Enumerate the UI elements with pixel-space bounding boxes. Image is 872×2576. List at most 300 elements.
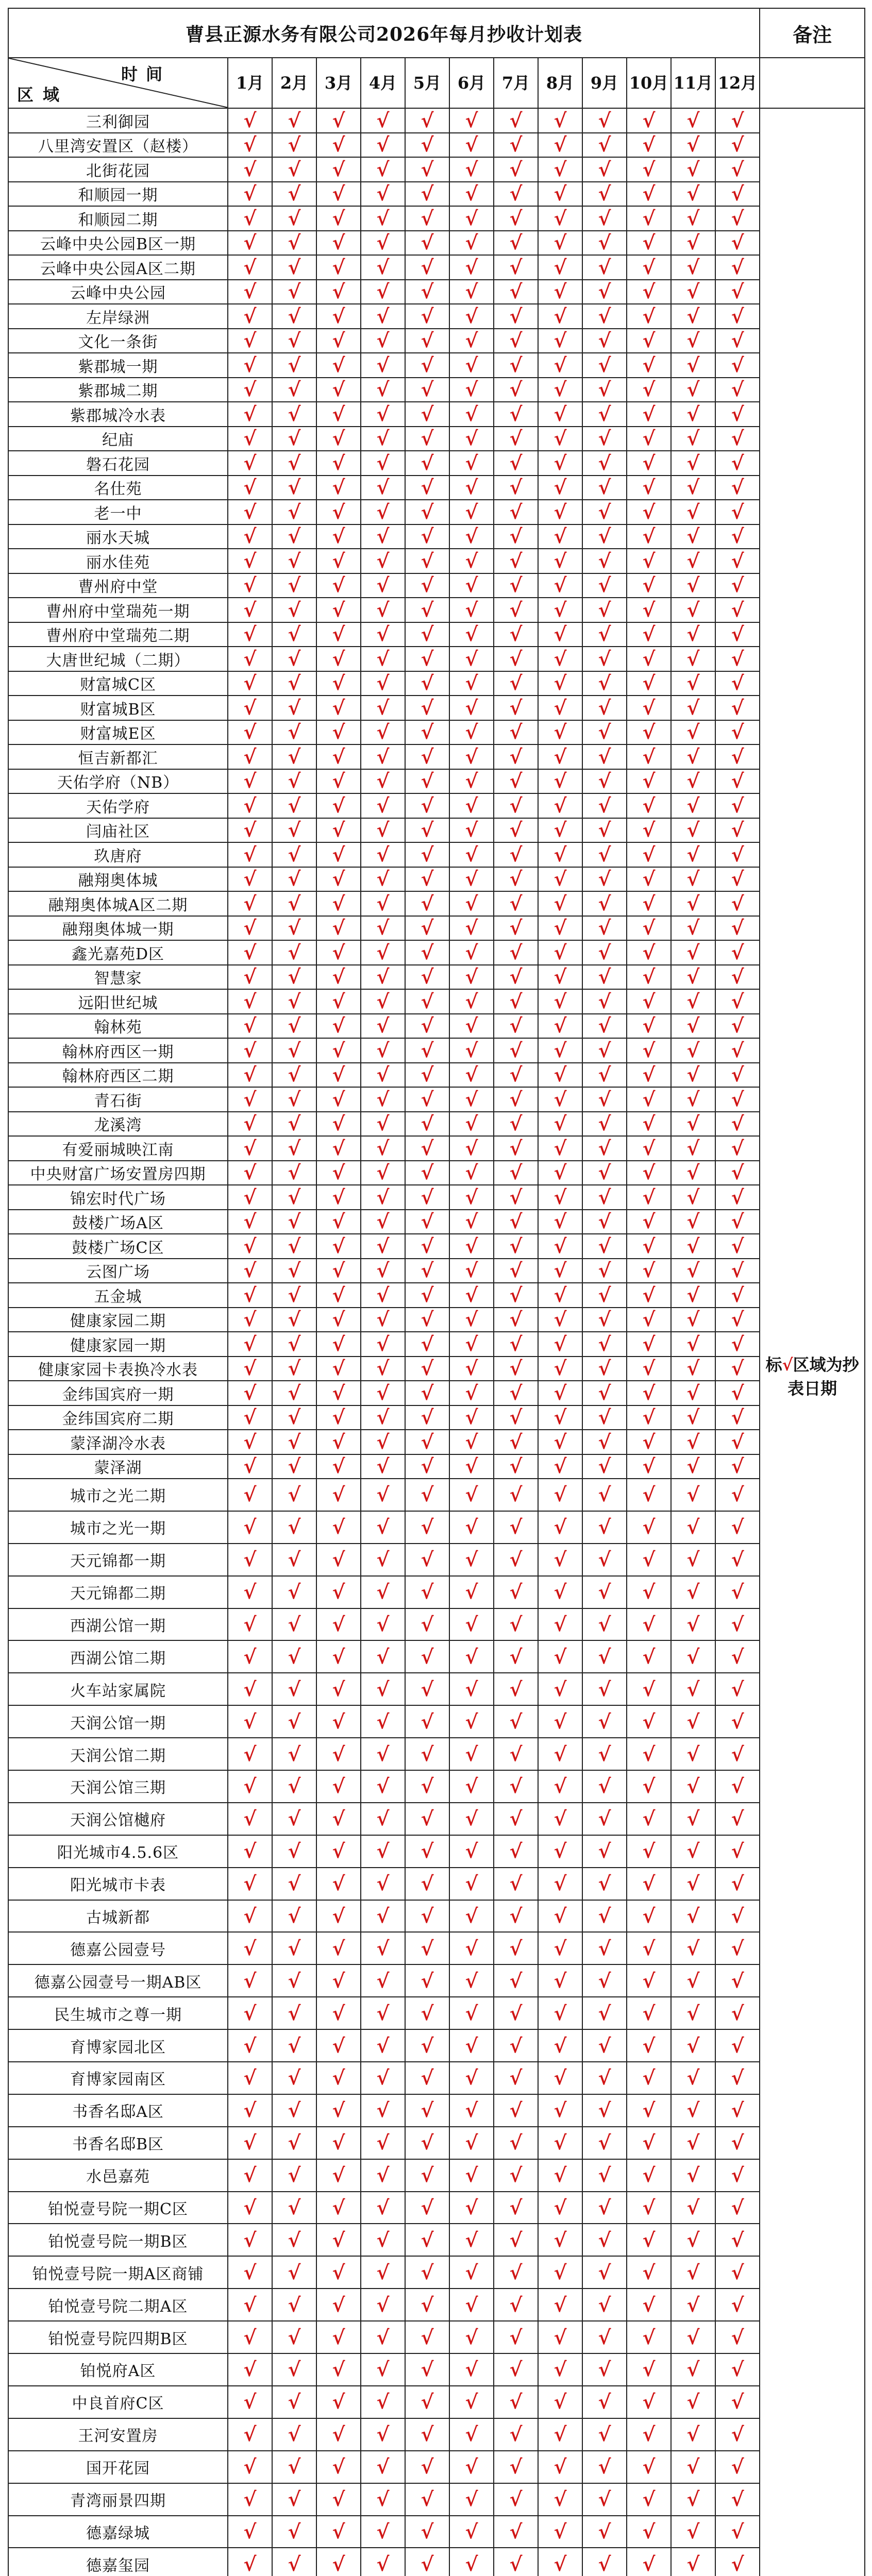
month-cell <box>627 280 671 304</box>
month-cell <box>627 647 671 671</box>
month-cell <box>538 427 582 451</box>
check-mark-icon: √ <box>332 1580 345 1604</box>
check-mark-icon: √ <box>642 1283 656 1307</box>
month-cell <box>361 524 405 549</box>
month-cell <box>228 1014 272 1039</box>
check-mark-icon: √ <box>376 2325 390 2349</box>
check-mark-icon: √ <box>421 500 434 523</box>
check-mark-icon: √ <box>332 671 345 695</box>
month-cell <box>316 671 361 696</box>
month-cell <box>405 1161 449 1185</box>
month-cell <box>316 1405 361 1430</box>
month-cell <box>228 1308 272 1332</box>
month-cell <box>272 255 316 280</box>
check-mark-icon: √ <box>421 427 434 450</box>
check-mark-icon: √ <box>465 2422 478 2446</box>
month-cell <box>316 2224 361 2256</box>
check-mark-icon: √ <box>598 2001 611 2025</box>
table-row <box>8 1234 865 1259</box>
month-cell <box>228 1112 272 1137</box>
check-mark-icon: √ <box>554 255 567 279</box>
check-mark-icon: √ <box>243 2487 257 2511</box>
month-cell <box>228 255 272 280</box>
month-cell <box>316 1063 361 1088</box>
month-cell <box>361 427 405 451</box>
month-cell <box>272 182 316 207</box>
check-mark-icon: √ <box>642 378 656 401</box>
check-mark-icon: √ <box>686 1087 700 1111</box>
month-cell <box>272 2094 316 2127</box>
month-cell <box>316 622 361 647</box>
month-cell <box>316 2386 361 2418</box>
month-cell <box>671 304 715 329</box>
month-cell <box>627 1576 671 1608</box>
check-mark-icon: √ <box>509 1645 523 1668</box>
check-mark-icon: √ <box>642 402 656 426</box>
check-mark-icon: √ <box>376 2001 390 2025</box>
month-cell <box>538 1544 582 1576</box>
check-mark-icon: √ <box>731 427 744 450</box>
table-row <box>8 1673 865 1705</box>
month-cell <box>228 1997 272 2029</box>
month-cell <box>405 1576 449 1608</box>
month-cell <box>494 769 538 794</box>
check-mark-icon: √ <box>421 1613 434 1636</box>
table-row <box>8 1259 865 1283</box>
month-cell <box>538 1803 582 1835</box>
month-cell <box>627 2127 671 2159</box>
check-mark-icon: √ <box>288 989 301 1013</box>
month-cell <box>449 1608 494 1641</box>
area-name: 铂悦壹号院一期A区商铺 <box>8 2256 228 2289</box>
month-cell <box>715 2159 760 2192</box>
plan-table <box>8 8 865 2576</box>
check-mark-icon: √ <box>554 1936 567 1960</box>
month-cell <box>449 989 494 1014</box>
month-cell <box>272 1161 316 1185</box>
check-mark-icon: √ <box>288 2163 301 2187</box>
check-mark-icon: √ <box>376 1259 390 1282</box>
month-cell <box>405 1835 449 1868</box>
month-cell <box>272 2192 316 2224</box>
table-row <box>8 2094 865 2127</box>
month-cell <box>316 2321 361 2353</box>
area-name: 天元锦都一期 <box>8 1544 228 1576</box>
check-mark-icon: √ <box>554 793 567 817</box>
check-mark-icon: √ <box>509 1087 523 1111</box>
check-mark-icon: √ <box>332 1645 345 1668</box>
month-cell <box>715 1087 760 1112</box>
check-mark-icon: √ <box>288 1839 301 1863</box>
check-mark-icon: √ <box>598 1872 611 1895</box>
area-name: 恒吉新都汇 <box>8 744 228 769</box>
check-mark-icon: √ <box>598 696 611 719</box>
month-cell <box>316 1136 361 1161</box>
check-mark-icon: √ <box>465 255 478 279</box>
month-cell <box>715 916 760 941</box>
month-cell <box>582 1405 627 1430</box>
check-mark-icon: √ <box>465 2163 478 2187</box>
check-mark-icon: √ <box>332 1308 345 1331</box>
time-label: 时间 <box>121 64 171 84</box>
month-cell <box>228 793 272 818</box>
check-mark-icon: √ <box>376 549 390 572</box>
check-mark-icon: √ <box>554 1038 567 1062</box>
month-cell <box>272 1112 316 1137</box>
month-cell <box>316 133 361 158</box>
month-cell <box>405 891 449 916</box>
month-cell <box>228 965 272 990</box>
check-mark-icon: √ <box>598 1234 611 1258</box>
check-mark-icon: √ <box>421 2066 434 2090</box>
month-cell <box>361 965 405 990</box>
month-cell <box>671 1770 715 1803</box>
check-mark-icon: √ <box>509 2293 523 2316</box>
month-cell <box>316 402 361 427</box>
area-name: 育博家园北区 <box>8 2029 228 2062</box>
month-cell <box>582 1357 627 1381</box>
check-mark-icon: √ <box>509 1038 523 1062</box>
area-name: 德嘉公园壹号 <box>8 1932 228 1964</box>
month-cell <box>627 940 671 965</box>
check-mark-icon: √ <box>243 255 257 279</box>
month-cell <box>494 940 538 965</box>
month-cell <box>715 1014 760 1039</box>
month-cell <box>715 304 760 329</box>
month-cell <box>715 1063 760 1088</box>
month-cell <box>627 524 671 549</box>
check-mark-icon: √ <box>376 108 390 132</box>
check-mark-icon: √ <box>421 280 434 303</box>
check-mark-icon: √ <box>332 622 345 646</box>
month-cell <box>538 1640 582 1673</box>
month-cell <box>228 916 272 941</box>
check-mark-icon: √ <box>332 1038 345 1062</box>
check-mark-icon: √ <box>332 2422 345 2446</box>
month-cell <box>715 622 760 647</box>
check-mark-icon: √ <box>288 793 301 817</box>
table-row <box>8 1161 865 1185</box>
check-mark-icon: √ <box>554 500 567 523</box>
check-mark-icon: √ <box>554 573 567 597</box>
check-mark-icon: √ <box>731 1087 744 1111</box>
check-mark-icon: √ <box>243 622 257 646</box>
check-mark-icon: √ <box>332 1063 345 1087</box>
check-mark-icon: √ <box>642 1381 656 1404</box>
check-mark-icon: √ <box>554 1580 567 1604</box>
month-cell <box>272 1038 316 1063</box>
month-cell <box>715 1259 760 1283</box>
check-mark-icon: √ <box>686 1709 700 1733</box>
check-mark-icon: √ <box>731 524 744 548</box>
check-mark-icon: √ <box>332 157 345 181</box>
month-cell <box>671 1803 715 1835</box>
month-cell <box>405 1405 449 1430</box>
month-cell <box>494 1803 538 1835</box>
month-cell <box>272 916 316 941</box>
check-mark-icon: √ <box>509 744 523 768</box>
month-cell <box>316 867 361 892</box>
month-cell <box>671 1640 715 1673</box>
check-mark-icon: √ <box>421 2422 434 2446</box>
check-mark-icon: √ <box>465 451 478 474</box>
check-mark-icon: √ <box>686 696 700 719</box>
month-cell <box>361 1038 405 1063</box>
check-mark-icon: √ <box>465 329 478 352</box>
month-cell <box>715 696 760 720</box>
check-mark-icon: √ <box>288 1645 301 1668</box>
month-cell <box>582 1964 627 1997</box>
check-mark-icon: √ <box>376 1038 390 1062</box>
month-cell <box>494 2289 538 2321</box>
month-cell <box>627 1136 671 1161</box>
month-cell <box>449 940 494 965</box>
check-mark-icon: √ <box>288 2487 301 2511</box>
check-mark-icon: √ <box>509 1014 523 1038</box>
month-cell <box>405 1640 449 1673</box>
month-cell <box>361 2418 405 2451</box>
check-mark-icon: √ <box>376 1014 390 1038</box>
month-cell <box>582 255 627 280</box>
check-mark-icon: √ <box>731 157 744 181</box>
check-mark-icon: √ <box>642 1308 656 1331</box>
check-mark-icon: √ <box>509 1283 523 1307</box>
check-mark-icon: √ <box>288 1709 301 1733</box>
check-mark-icon: √ <box>465 1430 478 1453</box>
month-cell <box>582 2451 627 2483</box>
month-cell <box>671 1038 715 1063</box>
month-cell <box>494 1259 538 1283</box>
check-mark-icon: √ <box>243 2260 257 2284</box>
month-cell <box>316 1185 361 1210</box>
check-mark-icon: √ <box>332 1742 345 1766</box>
check-mark-icon: √ <box>465 1087 478 1111</box>
month-cell <box>715 2386 760 2418</box>
check-mark-icon: √ <box>686 1308 700 1331</box>
check-mark-icon: √ <box>686 1774 700 1798</box>
month-cell <box>627 1308 671 1332</box>
month-cell <box>361 1964 405 1997</box>
check-mark-icon: √ <box>243 2293 257 2316</box>
month-cell <box>494 1357 538 1381</box>
month-cell <box>671 696 715 720</box>
month-cell <box>627 133 671 158</box>
check-mark-icon: √ <box>686 1259 700 1282</box>
month-cell <box>582 744 627 769</box>
check-mark-icon: √ <box>642 647 656 670</box>
month-cell <box>671 353 715 378</box>
month-cell <box>316 891 361 916</box>
month-cell <box>316 1673 361 1705</box>
check-mark-icon: √ <box>642 769 656 793</box>
check-mark-icon: √ <box>554 402 567 426</box>
table-row <box>8 2159 865 2192</box>
check-mark-icon: √ <box>731 940 744 964</box>
month-cell <box>449 108 494 133</box>
check-mark-icon: √ <box>288 2390 301 2414</box>
check-mark-icon: √ <box>731 1308 744 1331</box>
check-mark-icon: √ <box>288 1515 301 1539</box>
table-row <box>8 2483 865 2516</box>
check-mark-icon: √ <box>731 1234 744 1258</box>
month-header: 10月 <box>627 58 671 108</box>
month-cell <box>361 549 405 573</box>
check-mark-icon: √ <box>465 304 478 328</box>
month-cell <box>272 476 316 500</box>
check-mark-icon: √ <box>731 2293 744 2316</box>
month-cell <box>449 1868 494 1900</box>
check-mark-icon: √ <box>332 304 345 328</box>
month-cell <box>361 818 405 843</box>
check-mark-icon: √ <box>509 1161 523 1184</box>
check-mark-icon: √ <box>598 1904 611 1928</box>
check-mark-icon: √ <box>642 427 656 450</box>
month-cell <box>361 1738 405 1770</box>
month-cell <box>405 1803 449 1835</box>
check-mark-icon: √ <box>598 1112 611 1136</box>
check-mark-icon: √ <box>332 1357 345 1380</box>
check-mark-icon: √ <box>332 378 345 401</box>
table-row <box>8 1063 865 1088</box>
month-cell <box>627 2548 671 2576</box>
check-mark-icon: √ <box>465 2131 478 2155</box>
month-cell <box>405 2224 449 2256</box>
table-row <box>8 1038 865 1063</box>
month-cell <box>361 2321 405 2353</box>
check-mark-icon: √ <box>332 2001 345 2025</box>
month-cell <box>228 647 272 671</box>
month-cell <box>582 549 627 573</box>
check-mark-icon: √ <box>642 2519 656 2543</box>
month-cell <box>715 524 760 549</box>
month-cell <box>361 2483 405 2516</box>
check-mark-icon: √ <box>332 402 345 426</box>
month-cell <box>405 696 449 720</box>
check-mark-icon: √ <box>465 769 478 793</box>
area-name: 老一中 <box>8 500 228 524</box>
month-cell <box>449 1259 494 1283</box>
month-cell <box>361 500 405 524</box>
month-cell <box>316 2451 361 2483</box>
month-cell <box>671 524 715 549</box>
table-row <box>8 1112 865 1137</box>
month-cell <box>627 1357 671 1381</box>
month-cell <box>582 1259 627 1283</box>
month-cell <box>228 1087 272 1112</box>
month-cell <box>538 1283 582 1308</box>
check-mark-icon: √ <box>554 353 567 377</box>
check-mark-icon: √ <box>598 1645 611 1668</box>
check-mark-icon: √ <box>509 1430 523 1453</box>
check-mark-icon: √ <box>686 2033 700 2057</box>
check-mark-icon: √ <box>731 2033 744 2057</box>
check-mark-icon: √ <box>243 1645 257 1668</box>
check-mark-icon: √ <box>465 1381 478 1404</box>
check-mark-icon: √ <box>376 818 390 842</box>
month-cell <box>405 842 449 867</box>
table-row <box>8 353 865 378</box>
check-mark-icon: √ <box>376 2552 390 2575</box>
month-header: 6月 <box>449 58 494 108</box>
month-cell <box>449 1900 494 1933</box>
month-cell <box>715 2353 760 2386</box>
check-mark-icon: √ <box>598 133 611 157</box>
check-mark-icon: √ <box>598 1308 611 1331</box>
month-cell <box>449 867 494 892</box>
check-mark-icon: √ <box>554 818 567 842</box>
month-cell <box>449 1544 494 1576</box>
check-mark-icon: √ <box>509 1112 523 1136</box>
check-mark-icon: √ <box>421 1904 434 1928</box>
check-mark-icon: √ <box>554 1515 567 1539</box>
table-row <box>8 1576 865 1608</box>
month-header: 8月 <box>538 58 582 108</box>
area-name: 民生城市之尊一期 <box>8 1997 228 2029</box>
check-mark-icon: √ <box>598 1038 611 1062</box>
month-cell <box>627 2386 671 2418</box>
month-cell <box>494 280 538 304</box>
check-mark-icon: √ <box>465 2358 478 2381</box>
check-mark-icon: √ <box>731 108 744 132</box>
check-mark-icon: √ <box>554 231 567 255</box>
check-mark-icon: √ <box>243 1405 257 1429</box>
check-mark-icon: √ <box>731 1774 744 1798</box>
table-row <box>8 1932 865 1964</box>
check-mark-icon: √ <box>509 940 523 964</box>
check-mark-icon: √ <box>288 1087 301 1111</box>
month-cell <box>671 1210 715 1234</box>
check-mark-icon: √ <box>465 206 478 230</box>
month-cell <box>272 1381 316 1405</box>
month-cell <box>671 1283 715 1308</box>
check-mark-icon: √ <box>642 2033 656 2057</box>
month-cell <box>494 2029 538 2062</box>
month-cell <box>405 2094 449 2127</box>
month-cell <box>449 329 494 353</box>
check-mark-icon: √ <box>288 1014 301 1038</box>
area-name: 融翔奥体城一期 <box>8 916 228 941</box>
month-cell <box>494 1479 538 1511</box>
check-mark-icon: √ <box>686 573 700 597</box>
month-cell <box>228 1511 272 1544</box>
check-mark-icon: √ <box>509 2196 523 2219</box>
month-cell <box>538 329 582 353</box>
check-mark-icon: √ <box>509 1210 523 1233</box>
month-cell <box>316 1608 361 1641</box>
check-mark-icon: √ <box>642 744 656 768</box>
check-mark-icon: √ <box>376 427 390 450</box>
check-mark-icon: √ <box>642 1904 656 1928</box>
month-cell <box>405 2127 449 2159</box>
month-cell <box>316 965 361 990</box>
check-mark-icon: √ <box>465 1613 478 1636</box>
check-mark-icon: √ <box>421 476 434 499</box>
check-mark-icon: √ <box>465 598 478 621</box>
month-cell <box>361 622 405 647</box>
check-mark-icon: √ <box>686 402 700 426</box>
month-cell <box>538 108 582 133</box>
check-mark-icon: √ <box>642 1234 656 1258</box>
table-row <box>8 476 865 500</box>
check-mark-icon: √ <box>376 1709 390 1733</box>
month-cell <box>405 2029 449 2062</box>
check-mark-icon: √ <box>509 1709 523 1733</box>
month-cell <box>627 2483 671 2516</box>
check-mark-icon: √ <box>465 1515 478 1539</box>
table-row <box>8 2224 865 2256</box>
check-mark-icon: √ <box>509 108 523 132</box>
month-cell <box>582 378 627 402</box>
